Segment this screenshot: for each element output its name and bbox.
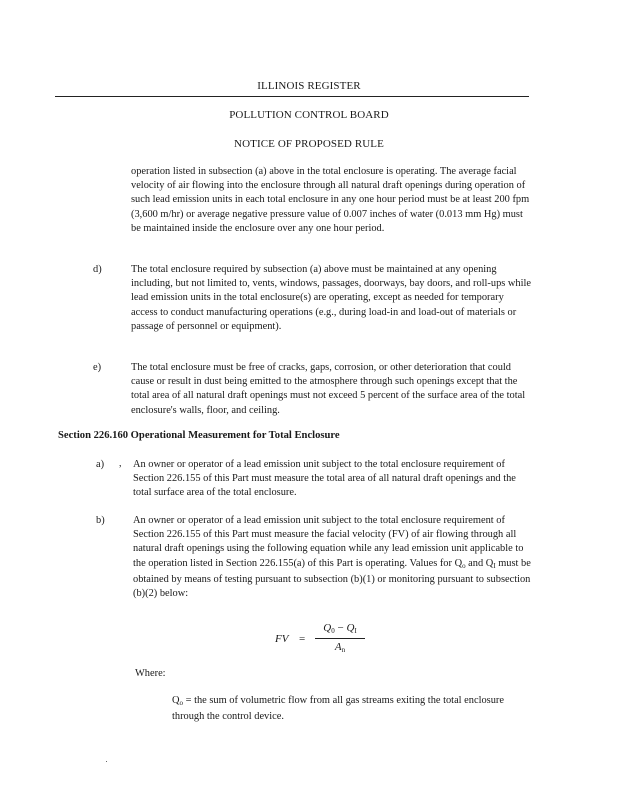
numerator-qi: Q bbox=[346, 622, 355, 634]
notice-title: NOTICE OF PROPOSED RULE bbox=[234, 138, 384, 150]
section-b-text bbox=[133, 514, 531, 601]
denominator-a: A bbox=[334, 641, 342, 653]
register-title: ILLINOIS REGISTER bbox=[257, 80, 361, 92]
facial-velocity-equation bbox=[275, 622, 385, 658]
q0-subscript: o bbox=[179, 699, 184, 707]
q0-text: = the sum of volumetric flow from all gas streams exiting the total enclosure through the control device. bbox=[172, 695, 504, 723]
subscript-o: o bbox=[462, 561, 466, 570]
where-label: Where: bbox=[135, 668, 166, 679]
section-b-text-part: must be obtained by means of testing pursuant to subsection (b)(1) or monitoring pursuant to subsection (b)(2) below: bbox=[133, 557, 531, 600]
subsection-e-label: e) bbox=[93, 362, 102, 373]
section-heading: Section 226.160 Operational Measurement for Total Enclosure bbox=[58, 430, 340, 441]
board-title: POLLUTION CONTROL BOARD bbox=[229, 109, 389, 121]
continuation-paragraph: operation listed in subsection (a) above in the total enclosure is operating. The average facial velocity of air flowing into the enclosure through all natural draft openings during operation of such lead emission units in each total enclosure in any one hour period must be at least 200 fpm (3,600 m/hr) or average negative pressure value of 0.007 inches of water (0.013 mm Hg) must be maintained inside the enclosure over any one hour period. bbox=[131, 166, 530, 234]
equation-lhs: FV bbox=[275, 633, 289, 645]
section-b-label: b) bbox=[96, 515, 105, 526]
numerator-sub-i: I bbox=[354, 627, 357, 635]
subscript-i: I bbox=[493, 561, 496, 570]
equation-denominator bbox=[315, 641, 365, 654]
subsection-d-label: d) bbox=[93, 264, 102, 275]
section-b-text-part: and Q bbox=[465, 557, 494, 569]
section-a-text: An owner or operator of a lead emission unit subject to the total enclosure requirement of Section 226.155 of this Part must measure the total area of all natural draft openings and the total surface area of the total enclosure. bbox=[133, 459, 516, 499]
denominator-sub-n: n bbox=[341, 646, 346, 654]
equation-equals: = bbox=[299, 633, 306, 645]
section-b-text-part: An owner or operator of a lead emission unit subject to the total enclosure requirement of Section 226.155 of this Part must measure the facial velocity (FV) of air flowing through all natural draft openings using the following equation while any lead emission unit applicable to the operation listed in Section 226.155(a) of this Part is operating. Values for Q bbox=[133, 515, 524, 569]
subsection-d-text: The total enclosure required by subsection (a) above must be maintained at any opening including, but not limited to, vents, windows, passages, doorways, bay doors, and roll-ups while lead emission units in the total enclosure(s) are operating, except as needed for temporary access to conduct manufacturing operations (e.g., during load-in and load-out of materials or passage of personnel or equipment). bbox=[131, 264, 531, 332]
equation-numerator bbox=[315, 622, 365, 635]
numerator-q0: Q bbox=[323, 622, 332, 634]
q0-definition bbox=[172, 694, 531, 724]
page-speck bbox=[106, 761, 107, 762]
section-a-label: a) bbox=[96, 459, 105, 470]
stray-mark: , bbox=[119, 458, 122, 469]
numerator-sub-0: 0 bbox=[331, 627, 335, 635]
fraction-bar bbox=[315, 638, 365, 639]
subsection-e-text: The total enclosure must be free of cracks, gaps, corrosion, or other deterioration that could cause or result in dust being emitted to the atmosphere through such openings except that the total area of all natural draft openings must not exceed 5 percent of the surface area of the total enclosure's walls, floor, and ceiling. bbox=[131, 362, 526, 416]
numerator-minus: − bbox=[334, 622, 347, 634]
header-rule bbox=[55, 96, 529, 97]
q0-symbol: Q bbox=[172, 695, 180, 706]
